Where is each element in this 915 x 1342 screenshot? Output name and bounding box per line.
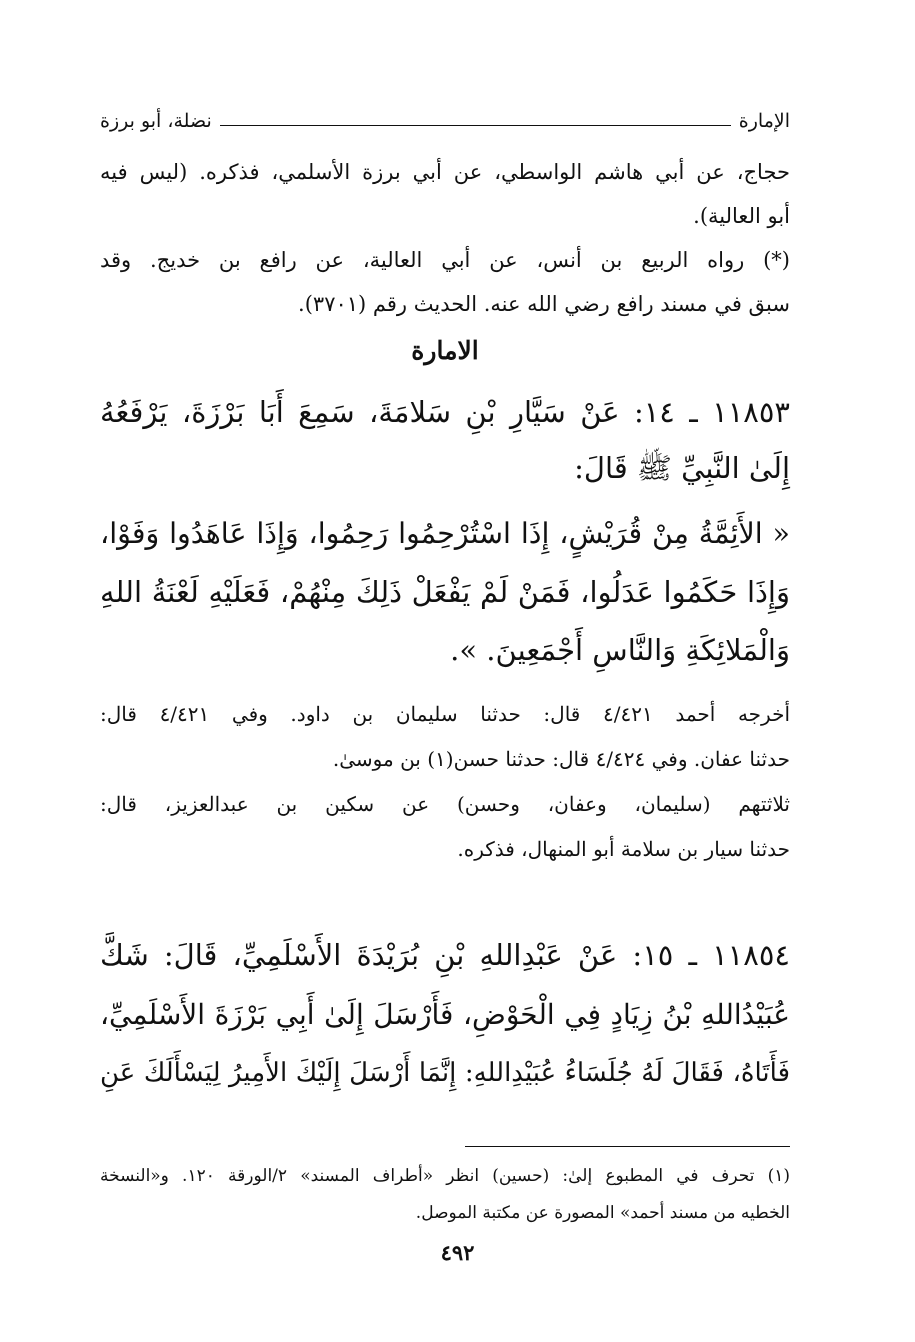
text-line: إِلَىٰ النَّبِيِّ ﷺ قَالَ: bbox=[574, 451, 790, 485]
footnote bbox=[100, 1158, 790, 1232]
note-paragraph bbox=[100, 238, 790, 326]
hadith-1-text bbox=[100, 505, 790, 679]
text-line: حدثنا عفان. وفي ٤/٤٢٤ قال: حدثنا حسن(١) بن موسىٰ. bbox=[332, 747, 790, 771]
text-line: وَإِذَا حَكَمُوا عَدَلُوا، فَمَنْ لَمْ يَفْعَلْ ذَلِكَ مِنْهُمْ، فَعَلَيْهِ لَعْنَةُ اللهِ bbox=[100, 575, 790, 609]
text-line: حدثنا سيار بن سلامة أبو المنهال، فذكره. bbox=[457, 837, 790, 861]
header-rule bbox=[220, 125, 731, 126]
text-line: (*) رواه الربيع بن أنس، عن أبي العالية، عن رافع بن خديج. وقد bbox=[100, 248, 790, 272]
intro-paragraph bbox=[100, 150, 790, 238]
text-line: أخرجه أحمد ٤/٤٢١ قال: حدثنا سليمان بن داود. وفي ٤/٤٢١ قال: bbox=[100, 702, 790, 726]
page-number: ٤٩٢ bbox=[440, 1240, 475, 1265]
text-line: عُبَيْدُاللهِ بْنُ زِيَادٍ فِي الْحَوْضِ، فَأَرْسَلَ إِلَىٰ أَبِي بَرْزَةَ الأَسْلَمِيِّ، bbox=[100, 998, 790, 1031]
text-line: ثلاثتهم (سليمان، وعفان، وحسن) عن سكين بن عبدالعزيز، قال: bbox=[100, 792, 790, 816]
text-line: الخطيه من مسند أحمد» المصورة عن مكتبة الموصل. bbox=[415, 1203, 790, 1223]
takhrij-paragraph bbox=[100, 692, 790, 872]
text-line: (١) تحرف في المطبوع إلىٰ: (حسين) انظر «أطراف المسند» ٢/الورقة ١٢٠. و«النسخة bbox=[100, 1166, 790, 1186]
text-line: وَالْمَلائِكَةِ وَالنَّاسِ أَجْمَعِينَ. ». bbox=[450, 633, 790, 667]
text-line: سبق في مسند رافع رضي الله عنه. الحديث رقم (٣٧٠١). bbox=[298, 292, 790, 316]
hadith-2-text bbox=[100, 926, 790, 1103]
text-line: أبو العالية). bbox=[693, 204, 790, 228]
text-line: حجاج، عن أبي هاشم الواسطي، عن أبي برزة الأسلمي، فذكره. (ليس فيه bbox=[100, 160, 790, 184]
text-line: فَأَتَاهُ، فَقَالَ لَهُ جُلَسَاءُ عُبَيْدِاللهِ: إِنَّمَا أَرْسَلَ إِلَيْكَ الأَمِيرُ لِيَسْأَلَكَ عَنِ bbox=[100, 1058, 790, 1088]
header-subject: نضلة، أبو برزة bbox=[100, 110, 212, 132]
text-line: ١١٨٥٣ ـ ١٤: عَنْ سَيَّارِ بْنِ سَلامَةَ، سَمِعَ أَبَا بَرْزَةَ، يَرْفَعُهُ bbox=[100, 395, 791, 429]
section-title: الامارة bbox=[411, 336, 479, 365]
footnote-rule bbox=[465, 1146, 790, 1147]
text-line: « الأَئِمَّةُ مِنْ قُرَيْشٍ، إِذَا اسْتُرْحِمُوا رَحِمُوا، وَإِذَا عَاهَدُوا وَفَوْا، bbox=[100, 517, 790, 550]
hadith-1-head bbox=[100, 384, 790, 496]
running-header bbox=[100, 100, 790, 132]
text-line: ١١٨٥٤ ـ ١٥: عَنْ عَبْدِاللهِ بْنِ بُرَيْدَةَ الأَسْلَمِيِّ، قَالَ: شَكَّ bbox=[100, 938, 790, 972]
header-chapter: الإمارة bbox=[738, 110, 790, 132]
